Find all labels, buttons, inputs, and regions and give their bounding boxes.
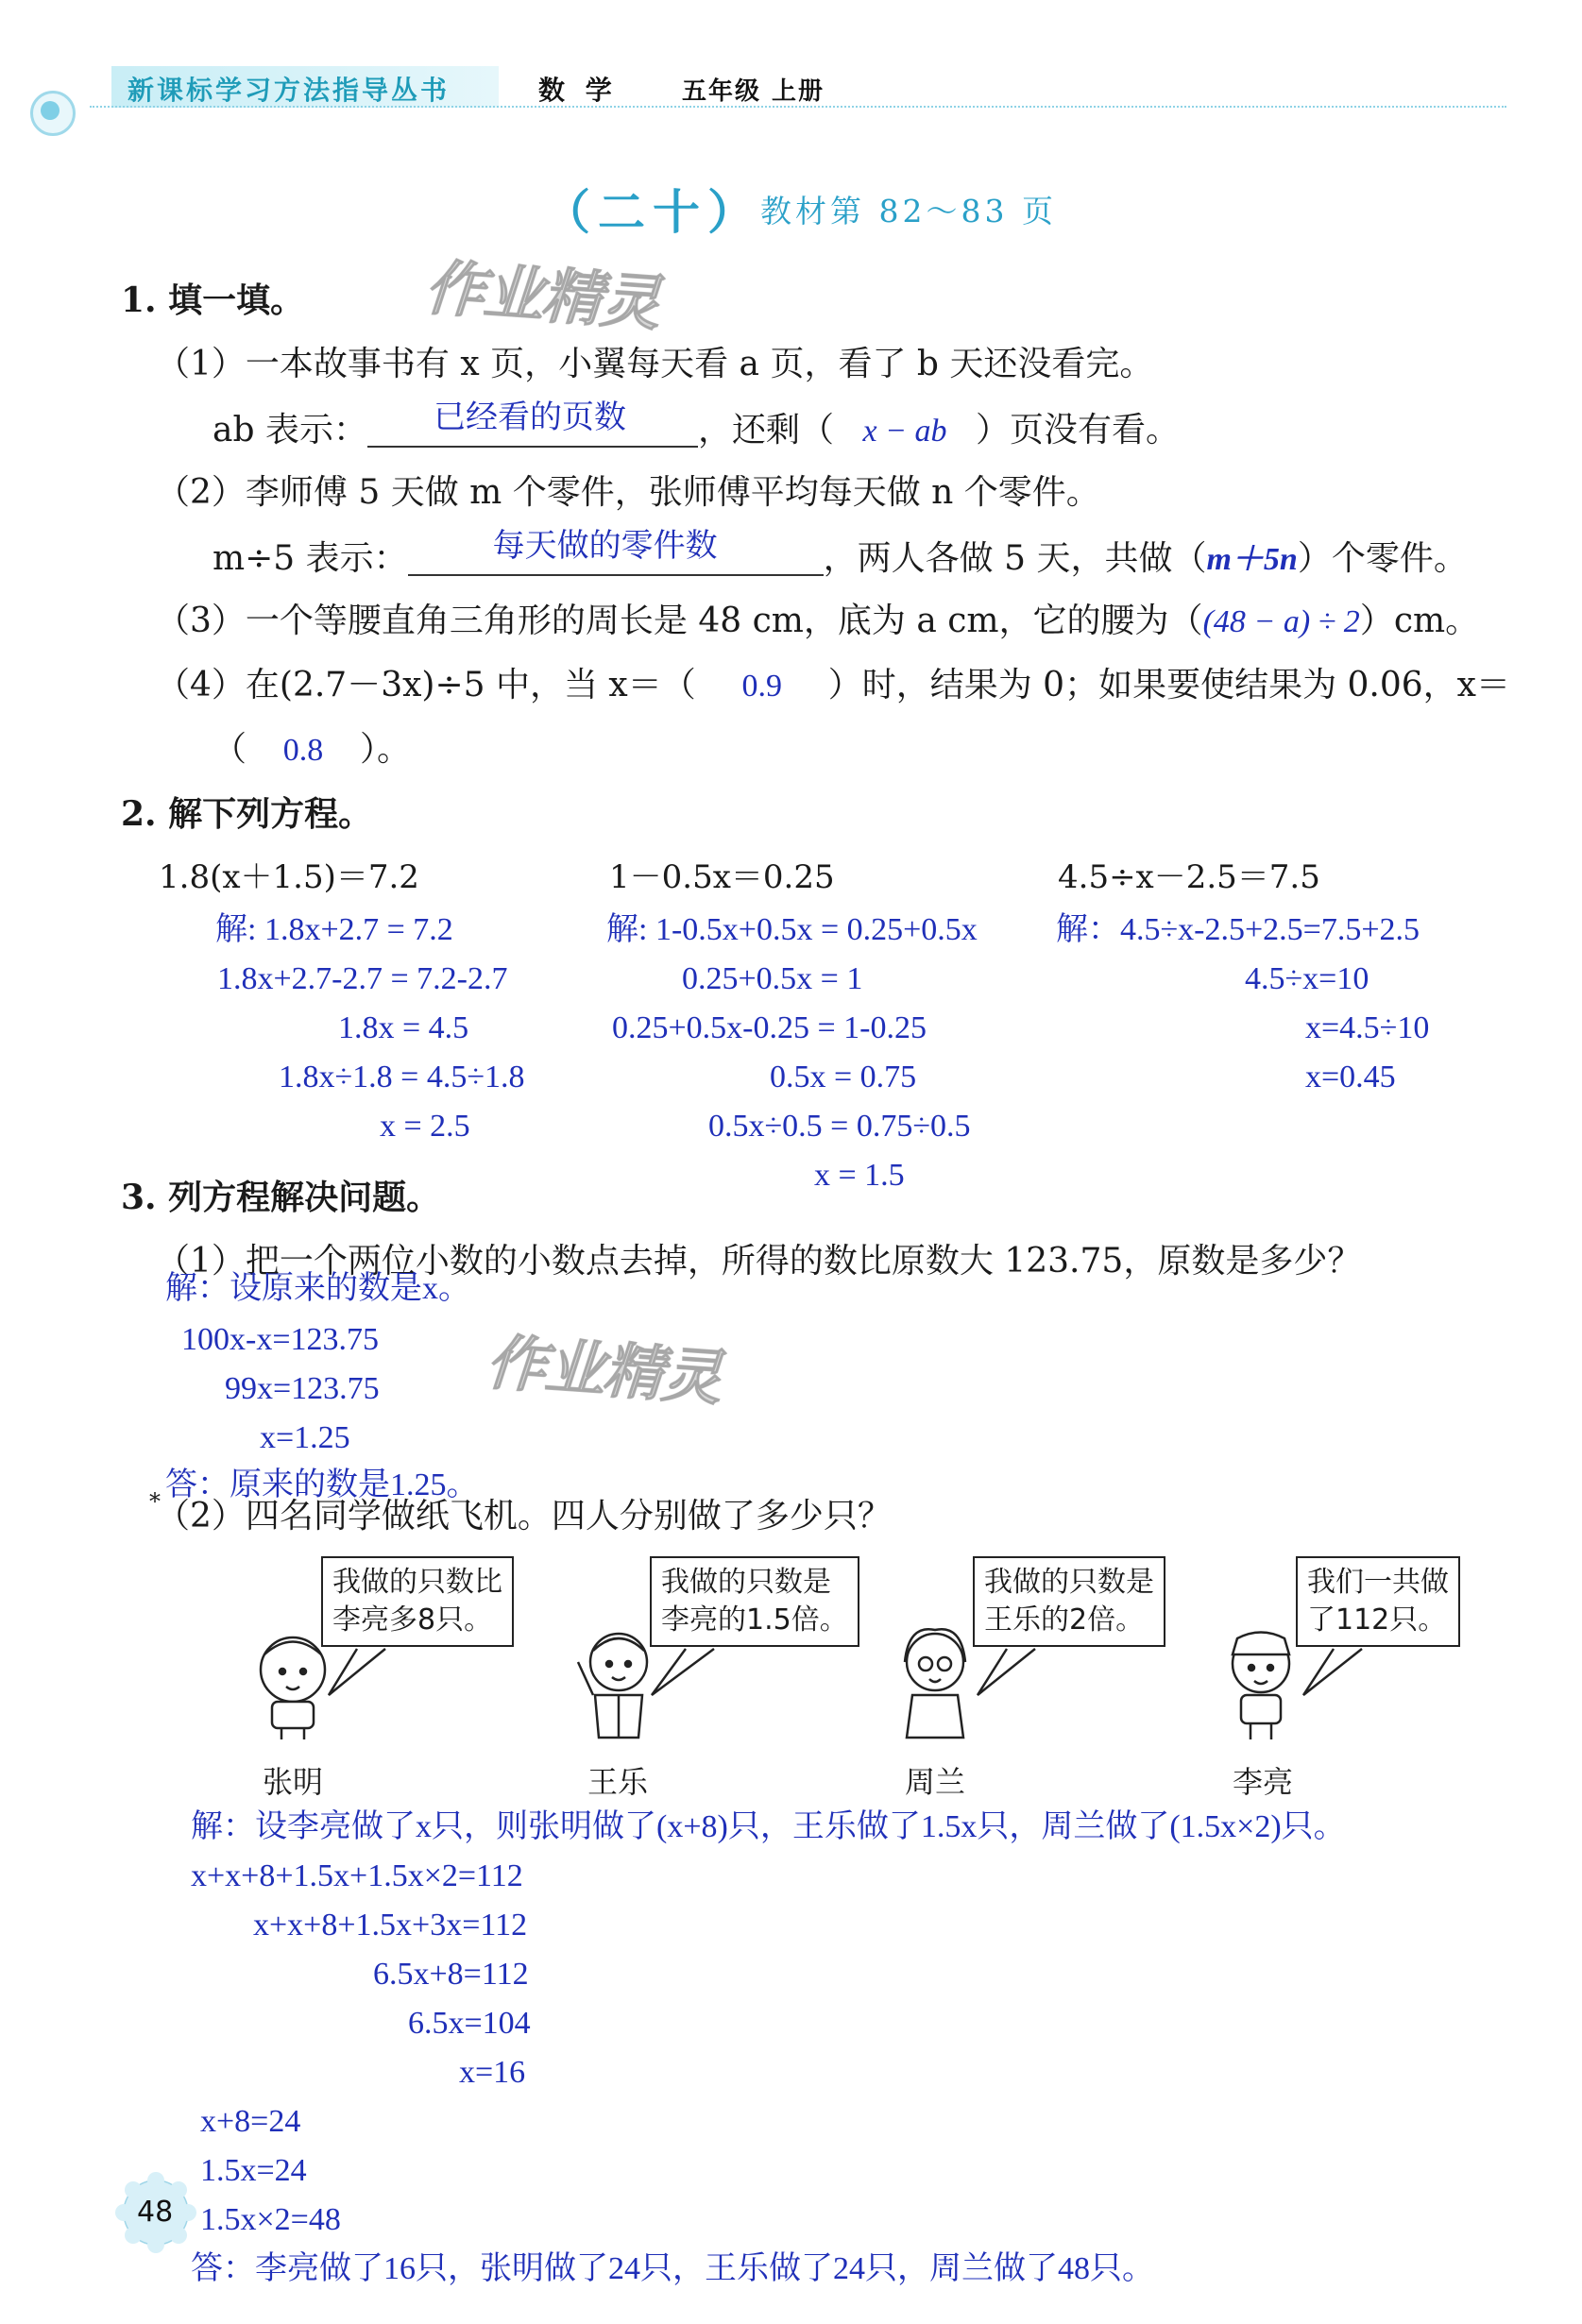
header-subject: 数 学 xyxy=(538,75,618,106)
q3-p1-sol1: 解：设原来的数是x。 xyxy=(165,1271,470,1306)
q3-p1-sol2: 100x-x=123.75 xyxy=(181,1322,379,1357)
q1-p1-mid: ，还剩（ xyxy=(697,411,834,450)
bubble-line2: 李亮的1.5倍。 xyxy=(661,1603,848,1637)
q1-p1-answer2: x − ab xyxy=(862,414,947,449)
q2-sol3-step4: x=0.45 xyxy=(1305,1060,1396,1094)
q2-sol1-step2: 1.8x+2.7-2.7 = 7.2-2.7 xyxy=(217,961,508,996)
header-series: 新课标学习方法指导丛书 xyxy=(128,75,451,106)
q1-p1-suffix: ）页没有看。 xyxy=(975,411,1180,450)
q2-sol2-step4: 0.5x = 0.75 xyxy=(770,1060,917,1094)
q1-p3-answer: (48 − a) ÷ 2 xyxy=(1202,604,1360,639)
q2-sol2-step3: 0.25+0.5x-0.25 = 1-0.25 xyxy=(612,1010,927,1045)
q3-p2-sol3: x+x+8+1.5x+3x=112 xyxy=(253,1908,528,1942)
q1-p4-mid: ）时，结果为 0；如果要使结果为 0.06，x＝ xyxy=(827,666,1510,704)
name-zhoulan: 周兰 xyxy=(905,1764,966,1800)
q1-p4-answer1: 0.9 xyxy=(741,669,782,704)
q2-equation-2: 1－0.5x＝0.25 xyxy=(609,858,835,896)
q1-p1-line1: （1）一本故事书有 x 页，小翼每天看 a 页，看了 b 天还没看完。 xyxy=(156,345,1154,383)
q3-p1-sol5: 答：原来的数是1.25。 xyxy=(165,1467,479,1502)
bubble-tail-3 xyxy=(978,1649,1035,1695)
q1-p4-close: ）。 xyxy=(360,730,412,769)
bubble-line2: 王乐的2倍。 xyxy=(984,1603,1145,1637)
q3-title: 3. 列方程解决问题。 xyxy=(121,1178,441,1217)
wangle-figure xyxy=(578,1634,647,1738)
q1-p1-prefix: ab 表示： xyxy=(213,411,367,450)
bubble-line1: 我做的只数比 xyxy=(332,1566,502,1599)
q3-p2: （2）四名同学做纸飞机。四人分别做了多少只？ xyxy=(156,1497,892,1535)
q2-sol3-step3: x=4.5÷10 xyxy=(1305,1010,1430,1045)
name-liliang: 李亮 xyxy=(1233,1764,1294,1800)
q2-equation-3: 4.5÷x－2.5＝7.5 xyxy=(1058,858,1320,896)
q3-p2-sol5: 6.5x=104 xyxy=(408,2006,531,2041)
bubble-tail-1 xyxy=(329,1649,385,1695)
q1-p1-answer1: 已经看的页数 xyxy=(433,400,626,435)
header-grade: 五年级 上册 xyxy=(682,77,825,106)
q1-p2-line1: （2）李师傅 5 天做 m 个零件，张师傅平均每天做 n 个零件。 xyxy=(156,473,1100,512)
zhoulan-figure xyxy=(905,1629,965,1738)
page-number: 48 xyxy=(137,2196,174,2229)
q1-p4-open: （ xyxy=(213,730,247,769)
q3-p2-sol7: x+8=24 xyxy=(200,2104,301,2139)
bubble-tail-4 xyxy=(1303,1649,1362,1695)
q2-sol2-step1: 解: 1-0.5x+0.5x = 0.25+0.5x xyxy=(606,912,978,947)
q3-p2-sol10: 答：李亮做了16只，张明做了24只，王乐做了24只，周兰做了48只。 xyxy=(191,2251,1154,2286)
q3-p2-sol8: 1.5x=24 xyxy=(200,2153,307,2188)
watermark-mid: 作业精灵 xyxy=(484,1328,723,1415)
section-pages: 教材第 82～83 页 xyxy=(760,193,1057,229)
q1-p3-prefix: （3）一个等腰直角三角形的周长是 48 cm，底为 a cm，它的腰为（ xyxy=(156,602,1203,640)
q1-p3-suffix: ）cm。 xyxy=(1359,602,1480,640)
q3-p1: （1）把一个两位小数的小数点去掉，所得的数比原数大 123.75，原数是多少？ xyxy=(156,1242,1362,1281)
section-number: （二十） xyxy=(543,184,762,240)
q2-equation-1: 1.8(x＋1.5)＝7.2 xyxy=(159,858,419,896)
bubble-tail-2 xyxy=(652,1649,714,1695)
q1-p2-suffix: ）个零件。 xyxy=(1297,539,1468,578)
q2-sol3-step1: 解：4.5÷x-2.5+2.5=7.5+2.5 xyxy=(1056,912,1420,947)
bubble-line2: 了112只。 xyxy=(1307,1603,1447,1637)
q1-p4-answer2: 0.8 xyxy=(282,733,324,768)
q2-sol2-step6: x = 1.5 xyxy=(814,1158,905,1193)
bubble-line1: 我们一共做 xyxy=(1307,1566,1449,1599)
q1-p4-prefix: （4）在(2.7－3x)÷5 中，当 x＝（ xyxy=(156,666,696,704)
q2-sol3-step2: 4.5÷x=10 xyxy=(1245,961,1369,996)
bubble-line1: 我做的只数是 xyxy=(984,1566,1154,1599)
q2-sol2-step5: 0.5x÷0.5 = 0.75÷0.5 xyxy=(708,1109,971,1144)
q2-sol2-step2: 0.25+0.5x = 1 xyxy=(682,961,863,996)
q3-p1-sol4: x=1.25 xyxy=(260,1420,350,1455)
watermark-top: 作业精灵 xyxy=(422,253,661,340)
q3-p2-sol2: x+x+8+1.5x+1.5x×2=112 xyxy=(191,1858,523,1893)
liliang-figure xyxy=(1233,1633,1289,1740)
q2-title: 2. 解下列方程。 xyxy=(121,794,373,834)
q3-p2-sol6: x=16 xyxy=(459,2055,526,2090)
zhangming-figure xyxy=(261,1637,325,1739)
q3-p2-sol4: 6.5x+8=112 xyxy=(373,1957,529,1992)
q3-p2-sol1: 解：设李亮做了x只，则张明做了(x+8)只，王乐做了1.5x只，周兰做了(1.5x×2)只。 xyxy=(191,1809,1346,1844)
q1-p2-answer2: m＋5n xyxy=(1206,542,1298,577)
q3-p2-sol9: 1.5x×2=48 xyxy=(200,2202,341,2237)
name-zhangming: 张明 xyxy=(263,1764,324,1800)
bubble-line2: 李亮多8只。 xyxy=(332,1603,493,1637)
q1-title: 1. 填一填。 xyxy=(121,280,305,320)
q3-p1-sol3: 99x=123.75 xyxy=(225,1371,380,1406)
q2-sol1-step3: 1.8x = 4.5 xyxy=(338,1010,469,1045)
q2-sol1-step5: x = 2.5 xyxy=(380,1109,470,1144)
q2-sol1-step4: 1.8x÷1.8 = 4.5÷1.8 xyxy=(279,1060,525,1094)
q1-p2-answer1: 每天做的零件数 xyxy=(492,529,718,564)
bubble-line1: 我做的只数是 xyxy=(661,1566,831,1599)
q1-p2-prefix: m÷5 表示： xyxy=(213,539,408,578)
q2-sol1-step1: 解: 1.8x+2.7 = 7.2 xyxy=(215,912,453,947)
q3-p2-star: * xyxy=(149,1488,161,1515)
name-wangle: 王乐 xyxy=(587,1764,649,1800)
q1-p2-mid: ，两人各做 5 天，共做（ xyxy=(823,539,1207,578)
